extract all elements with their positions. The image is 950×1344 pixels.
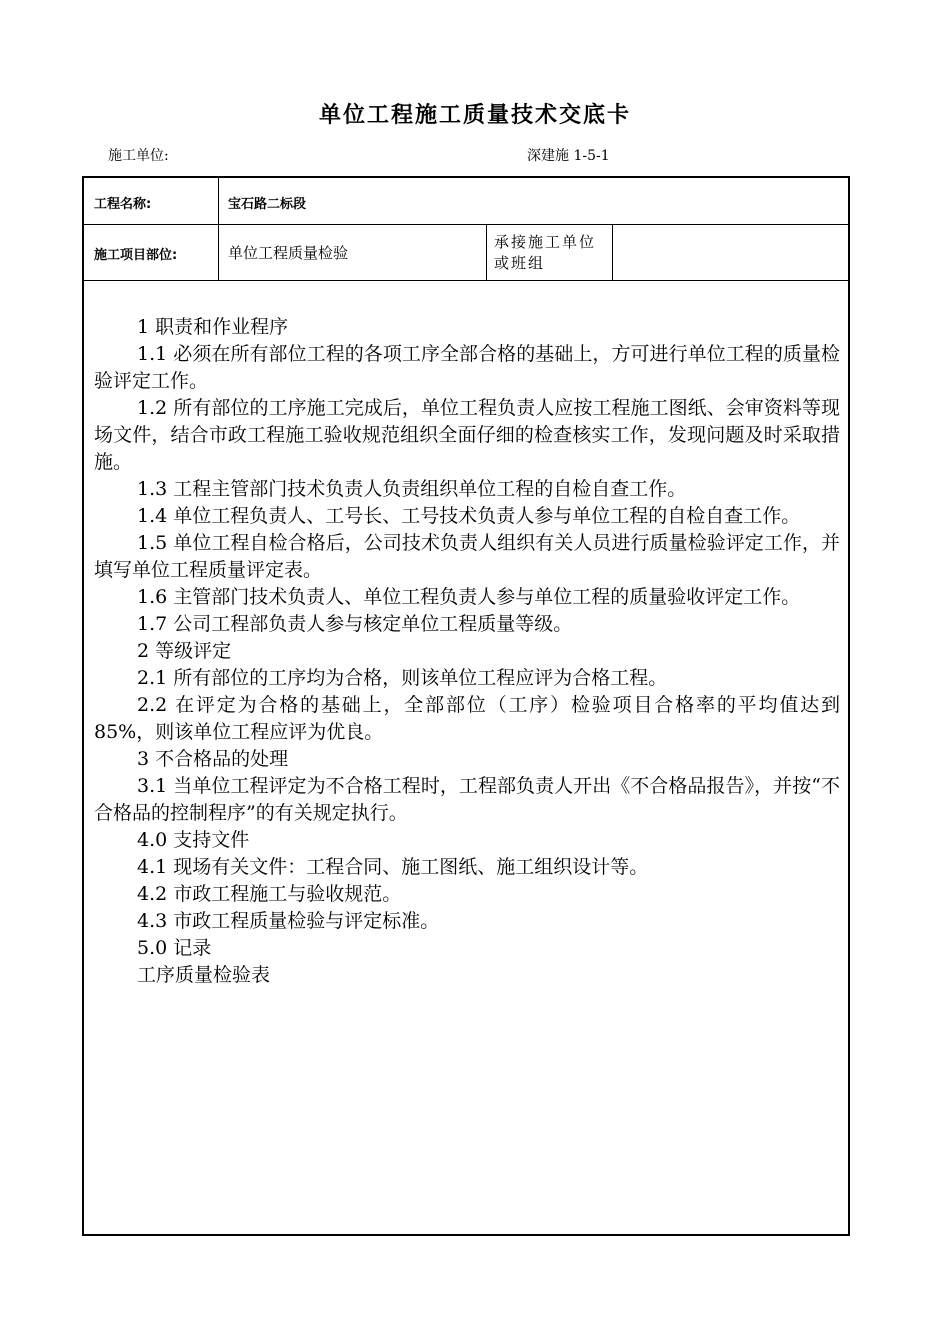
paragraph: 3.1 当单位工程评定为不合格工程时，工程部负责人开出《不合格品报告》，并按“不合格品的控制程序”的有关规定执行。 xyxy=(94,775,840,824)
paragraph: 2 等级评定 xyxy=(137,640,232,662)
paragraph: 5.0 记录 xyxy=(137,937,212,959)
paragraph: 4.0 支持文件 xyxy=(137,829,250,851)
body-content xyxy=(94,314,840,989)
paragraph: 3 不合格品的处理 xyxy=(137,748,289,770)
column-divider xyxy=(612,224,613,280)
paragraph: 1.7 公司工程部负责人参与核定单位工程质量等级。 xyxy=(137,613,573,635)
paragraph: 1.6 主管部门技术负责人、单位工程负责人参与单位工程的质量验收评定工作。 xyxy=(137,586,801,608)
project-name-label: 工程名称: xyxy=(94,197,152,212)
project-name-value: 宝石路二标段 xyxy=(228,197,307,212)
paragraph: 1.4 单位工程负责人、工号长、工号技术负责人参与单位工程的自检自查工作。 xyxy=(137,505,801,527)
row-divider xyxy=(84,224,848,225)
paragraph: 工序质量检验表 xyxy=(137,964,271,986)
paragraph: 2.1 所有部位的工序均为合格，则该单位工程应评为合格工程。 xyxy=(137,667,668,689)
row-divider xyxy=(84,280,848,281)
construction-unit-label: 施工单位: xyxy=(108,148,169,164)
paragraph: 1 职责和作业程序 xyxy=(137,316,289,338)
paragraph: 1.3 工程主管部门技术负责人负责组织单位工程的自检自查工作。 xyxy=(137,478,687,500)
contractor-label: 承接施工单位或班组 xyxy=(494,233,597,272)
paragraph: 4.2 市政工程施工与验收规范。 xyxy=(137,883,402,905)
form-code: 深建施 1-5-1 xyxy=(527,148,610,164)
paragraph: 4.3 市政工程质量检验与评定标准。 xyxy=(137,910,440,932)
position-value: 单位工程质量检验 xyxy=(228,244,349,262)
paragraph: 1.5 单位工程自检合格后，公司技术负责人组织有关人员进行质量检验评定工作，并填写单位工程质量评定表。 xyxy=(94,532,840,581)
paragraph: 1.2 所有部位的工序施工完成后，单位工程负责人应按工程施工图纸、会审资料等现场文件，结合市政工程施工验收规范组织全面仔细的检查核实工作，发现问题及时采取措施。 xyxy=(94,397,840,473)
paragraph: 2.2 在评定为合格的基础上，全部部位（工序）检验项目合格率的平均值达到 85%，则该单位工程应评为优良。 xyxy=(94,694,840,743)
column-divider xyxy=(486,224,487,280)
paragraph: 4.1 现场有关文件：工程合同、施工图纸、施工组织设计等。 xyxy=(137,856,649,878)
column-divider xyxy=(218,178,219,280)
paragraph: 1.1 必须在所有部位工程的各项工序全部合格的基础上，方可进行单位工程的质量检验评定工作。 xyxy=(94,343,840,392)
form-table xyxy=(82,176,850,1236)
document-title: 单位工程施工质量技术交底卡 xyxy=(318,103,631,128)
position-label: 施工项目部位: xyxy=(94,248,178,263)
